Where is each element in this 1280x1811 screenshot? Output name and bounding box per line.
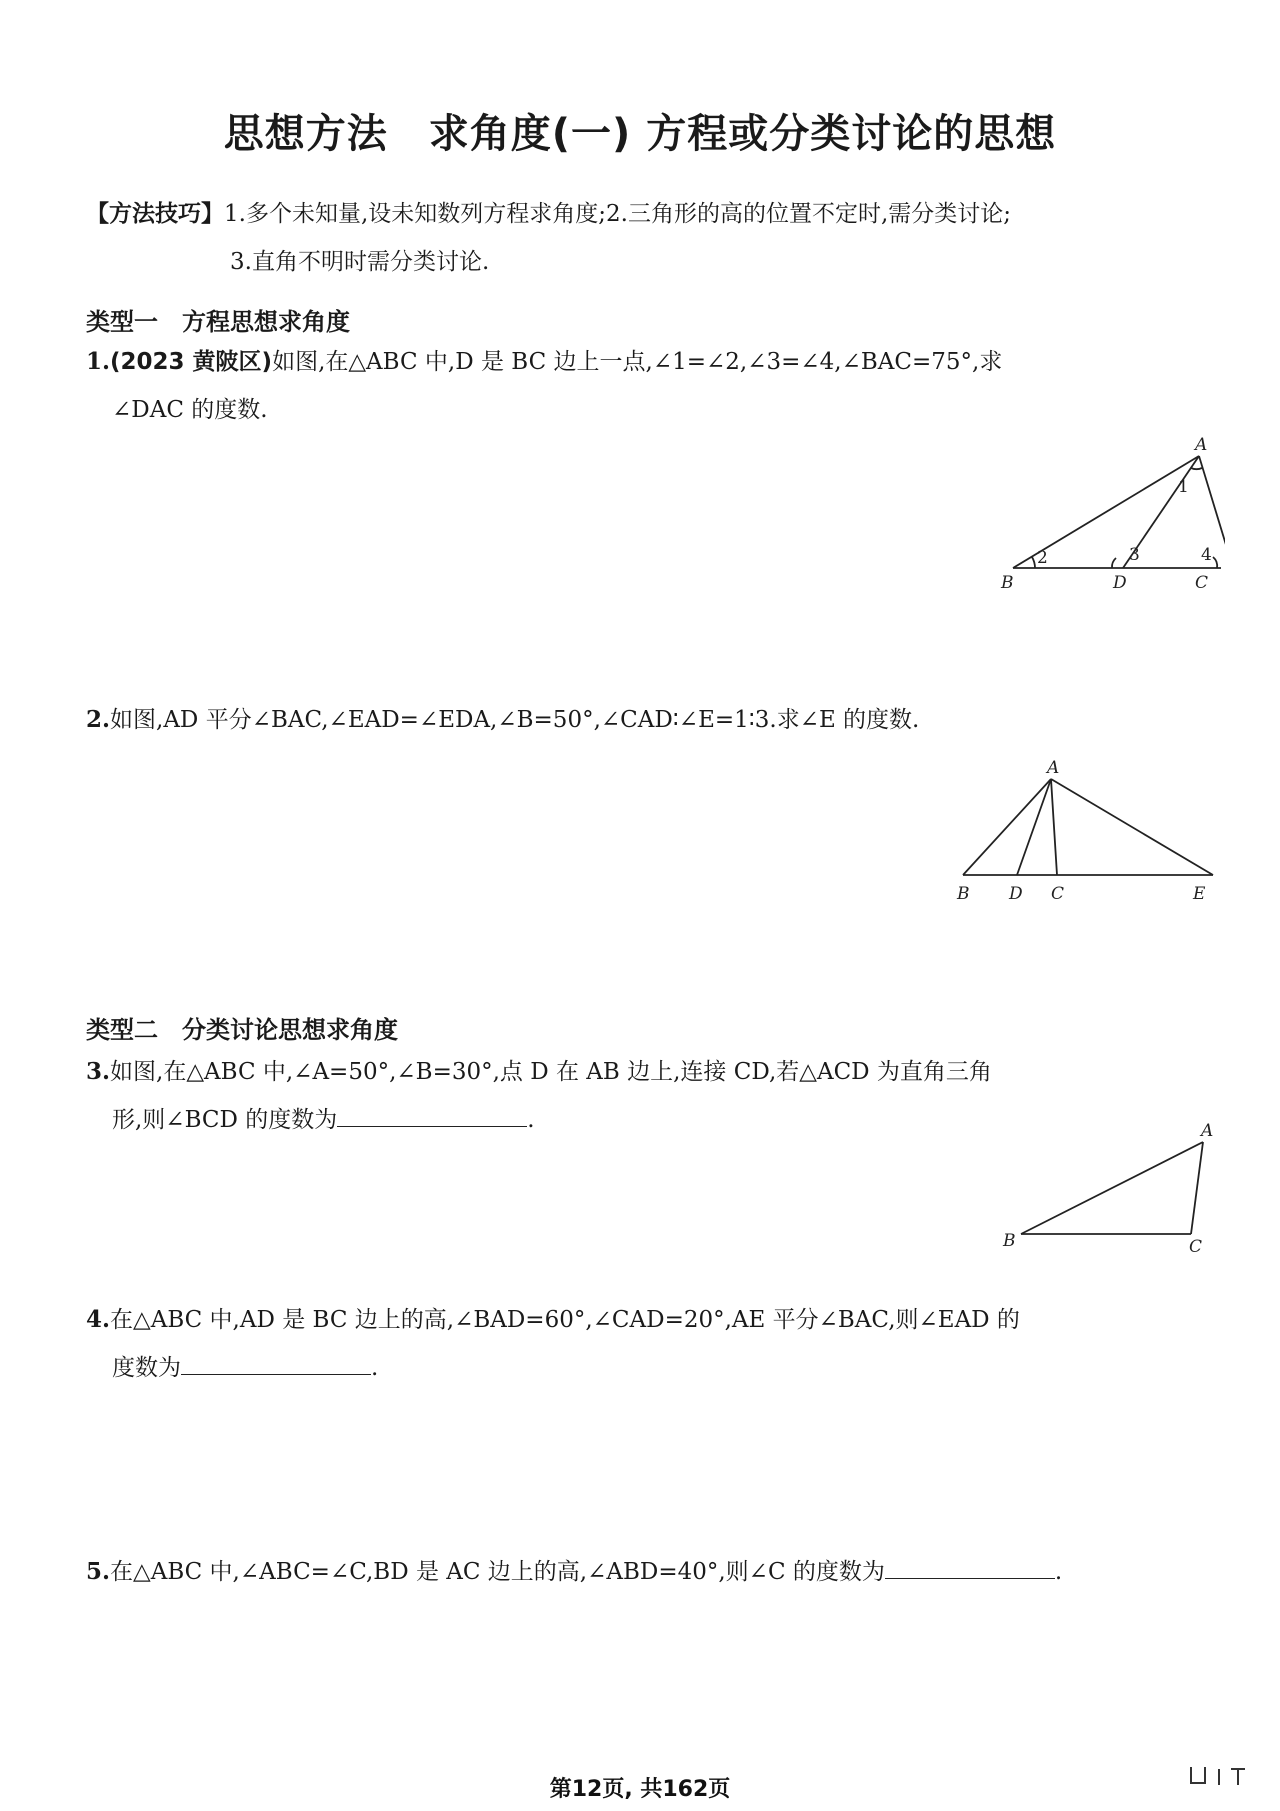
page-footer: 第12页, 共162页 [549,1777,731,1802]
q5-number: 5. [86,1558,111,1585]
q5-end: . [1054,1559,1063,1585]
q3-line1: 如图,在△ABC 中,∠A=50°,∠B=30°,点 D 在 AB 边上,连接 CD,若△ACD 为直角三角 [110,1059,992,1085]
fig2-label-d: D [1009,884,1023,904]
q1-source: (2023 黄陂区) [110,349,273,375]
q3-number: 3. [86,1058,111,1085]
fig3-side-ac [1191,1142,1203,1234]
fig1-label-c: C [1195,573,1209,592]
fig1-label-d: D [1113,573,1127,592]
section-type1: 类型一 方程思想求角度 [86,308,350,336]
fig1-angle-4: 4 [1201,545,1212,565]
question-1 [86,338,1216,434]
q2-text: 如图,AD 平分∠BAC,∠EAD=∠EDA,∠B=50°,∠CAD∶∠E=1∶3.求∠E 的度数. [110,707,920,733]
figure-2 [955,755,1225,905]
q3-answer-blank[interactable] [337,1100,527,1127]
fig2-segment-ac [1051,779,1057,875]
q1-line2: ∠DAC 的度数. [112,397,268,423]
fig3-lines [1021,1142,1203,1234]
section-type2: 类型二 分类讨论思想求角度 [86,1016,398,1044]
q4-end: . [371,1355,379,1381]
fig1-arc-3 [1112,558,1116,568]
fig3-side-ab [1021,1142,1203,1234]
fig3-label-b: B [1003,1231,1016,1251]
scan-artifact [1185,1765,1270,1789]
q2-number: 2. [86,706,111,733]
fig1-arc-2 [1032,557,1035,568]
fig2-label-c: C [1051,884,1065,904]
method-line1: 1.多个未知量,设未知数列方程求角度;2.三角形的高的位置不定时,需分类讨论; [224,201,1012,227]
figure-3 [995,1112,1225,1257]
q4-answer-blank[interactable] [181,1348,371,1375]
fig2-label-e: E [1193,884,1206,904]
q4-number: 4. [86,1306,111,1333]
method-line2: 3.直角不明时需分类讨论. [230,249,490,275]
page-title: 思想方法 求角度(一) 方程或分类讨论的思想 [223,111,1057,157]
method-tips [86,190,1216,286]
fig3-label-a: A [1201,1121,1214,1141]
fig1-angle-1: 1 [1178,477,1189,497]
fig1-label-b: B [1001,573,1014,592]
fig1-angle-2: 2 [1037,548,1048,568]
q1-line1: 如图,在△ABC 中,D 是 BC 边上一点,∠1=∠2,∠3=∠4,∠BAC=75°,求 [272,349,1003,375]
q5-text: 在△ABC 中,∠ABC=∠C,BD 是 AC 边上的高,∠ABD=40°,则∠C 的度数为 [110,1559,885,1585]
q5-answer-blank[interactable] [885,1552,1055,1579]
fig2-side-ab [963,779,1051,875]
fig1-label-a: A [1195,435,1208,455]
fig2-lines [963,779,1213,875]
fig1-arc-4 [1213,557,1217,568]
q4-line2: 度数为 [112,1355,181,1381]
q4-line1: 在△ABC 中,AD 是 BC 边上的高,∠BAD=60°,∠CAD=20°,AE 平分∠BAC,则∠EAD 的 [110,1307,1020,1333]
q1-number: 1. [86,348,111,375]
figure-1 [995,432,1225,592]
method-tag: 【方法技巧】 [86,201,224,227]
q3-line2: 形,则∠BCD 的度数为 [112,1107,338,1133]
question-5 [86,1548,1216,1596]
fig2-side-ae [1051,779,1213,875]
fig1-angle-3: 3 [1129,545,1140,565]
question-2 [86,696,1216,744]
fig2-label-a: A [1047,758,1060,778]
question-4 [86,1296,1216,1392]
q3-end: . [527,1107,535,1133]
fig2-label-b: B [957,884,970,904]
fig1-arc-1 [1191,468,1202,469]
fig2-segment-ad [1017,779,1051,875]
fig3-label-c: C [1189,1237,1203,1257]
